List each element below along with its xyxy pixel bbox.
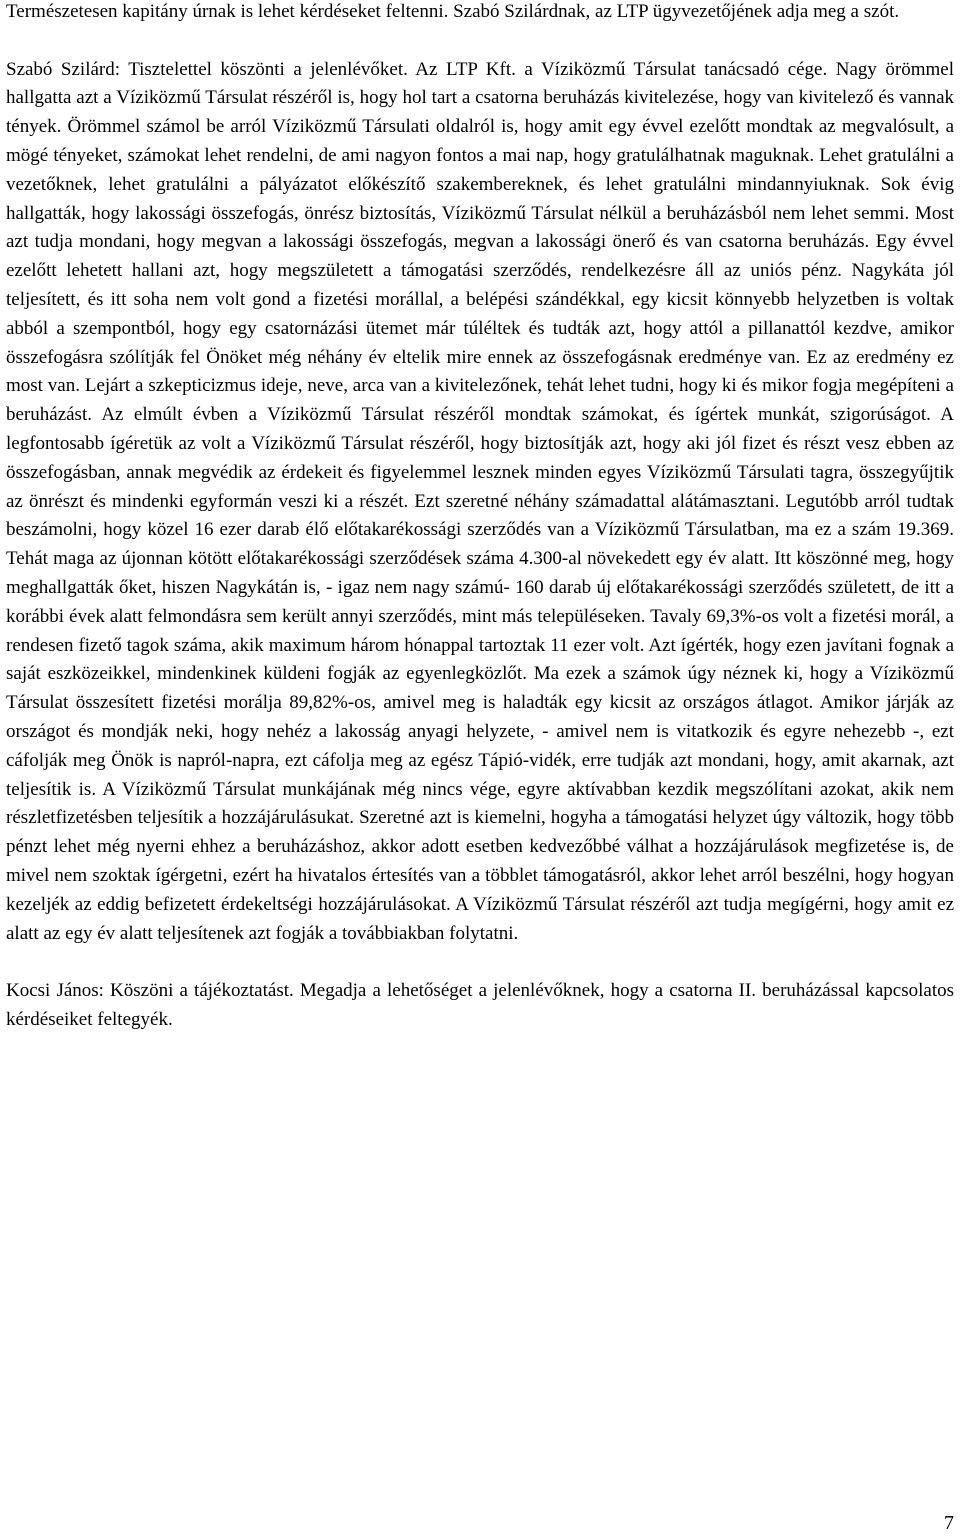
paragraph-intro: Természetesen kapitány úrnak is lehet kérdéseket feltenni. Szabó Szilárdnak, az LTP ügyvezetőjének adja meg a szót. <box>6 1 900 22</box>
paragraph-szabo-szilard-speech: Szabó Szilárd: Tisztelettel köszönti a jelenlévőket. Az LTP Kft. a Víziközmű Társulat tanácsadó cége. Nagy örömmel hallgatta azt a Víziközmű Társulat részéről is, hogy hol tart a csatorna beruházás kivitelezése, hogy van kivitelező és vannak tények. Örömmel számol be arról Víziközmű Társulati oldalról is, hogy amit egy évvel ezelőtt mondtak az megvalósult, a mögé tényeket, számokat lehet rendelni, de ami nagyon fontos a mai nap, hogy gratulálhatnak maguknak. Lehet gratulálni a vezetőknek, lehet gratulálni a pályázatot előkészítő szakembereknek, és lehet gratulálni mindannyiuknak. Sok évig hallgatták, hogy lakossági összefogás, önrész biztosítás, Víziközmű Társulat nélkül a beruházásból nem lehet semmi. Most azt tudja mondani, hogy megvan a lakossági összefogás, megvan a lakossági önerő és van csatorna beruházás. Egy évvel ezelőtt lehetett hallani azt, hogy megszületett a támogatási szerződés, rendelkezésre áll az uniós pénz. Nagykáta jól teljesített, és itt soha nem volt gond a fizetési morállal, a belépési szándékkal, egy kicsit könnyebb helyzetben is voltak abból a szempontból, hogy egy csatornázási ütemet már túléltek és tudták azt, hogy attól a pillanattól kezdve, amikor összefogásra szólítják fel Önöket még néhány év eltelik mire ennek az összefogásnak eredménye van. Ez az eredmény ez most van. Lejárt a szkepticizmus ideje, neve, arca van a kivitelezőnek, tehát lehet tudni, hogy ki és mikor fogja megépíteni a beruházást. Az elmúlt évben a Víziközmű Társulat részéről mondtak számokat, és ígértek munkát, szigorúságot. A legfontosabb ígéretük az volt a Víziközmű Társulat részéről, hogy biztosítják azt, hogy aki jól fizet és részt vesz ebben az összefogásban, annak megvédik az érdekeit és figyelemmel lesznek minden egyes Víziközmű Társulati tagra, összegyűjtik az önrészt és mindenki egyformán veszi ki a részét. Ezt szeretné néhány számadattal alátámasztani. Legutóbb arról tudtak beszámolni, hogy közel 16 ezer darab élő előtakarékossági szerződés van a Víziközmű Társulatban, ma ez a szám 19.369. Tehát maga az újonnan kötött előtakarékossági szerződések száma 4.300-al növekedett egy év alatt. Itt köszönné meg, hogy meghallgatták őket, hiszen Nagykátán is, - igaz nem nagy számú- 160 darab új előtakarékossági szerződés született, de itt a korábbi évek alatt felmondásra sem került annyi szerződés, mint más településeken. Tavaly 69,3%-os volt a fizetési morál, a rendesen fizető tagok száma, akik maximum három hónappal tartoztak 11 ezer volt. Azt ígérték, hogy ezen javítani fognak a saját eszközeikkel, mindenkinek küldeni fogják az egyenlegközlőt. Ma ezek a számok úgy néznek ki, hogy a Víziközmű Társulat összesített fizetési morálja 89,82%-os, amivel meg is haladták egy kicsit az országos átlagot. Amikor járják az országot és mondják neki, hogy nehéz a lakosság anyagi helyzete, - amivel nem is vitatkozik és egyre nehezebb -, ezt cáfolják meg Önök is napról-napra, ezt cáfolja meg az egész Tápió-vidék, erre tudják azt mondani, hogy, amit akarnak, azt teljesítik is. A Víziközmű Társulat munkájának még nincs vége, egyre aktívabban kezdik megszólítani azokat, akik nem részletfizetésben teljesítik a hozzájárulásukat. Szeretné azt is kiemelni, hogyha a támogatási helyzet úgy változik, hogy több pénzt lehet még nyerni ehhez a beruházáshoz, akkor adott esetben kedvezőbbé válhat a hozzájárulások megfizetése is, de mivel nem szoktak ígérgetni, ezért ha hivatalos értesítés van a többlet támogatásról, akkor lehet arról beszélni, hogy hogyan kezeljék az eddig befizetett érdekeltségi hozzájárulásokat. A Víziközmű Társulat részéről azt tudja megígérni, hogy amit ez alatt az egy év alatt teljesítenek azt fogják a továbbiakban folytatni. <box>6 58 954 944</box>
page-number: 7 <box>944 1512 954 1534</box>
paragraph-kocsi-janos-closing: Kocsi János: Köszöni a tájékoztatást. Megadja a lehetőséget a jelenlévőknek, hogy a csatorna II. beruházással kapcsolatos kérdéseiket feltegyék. <box>6 980 954 1031</box>
document-page <box>6 0 954 1035</box>
